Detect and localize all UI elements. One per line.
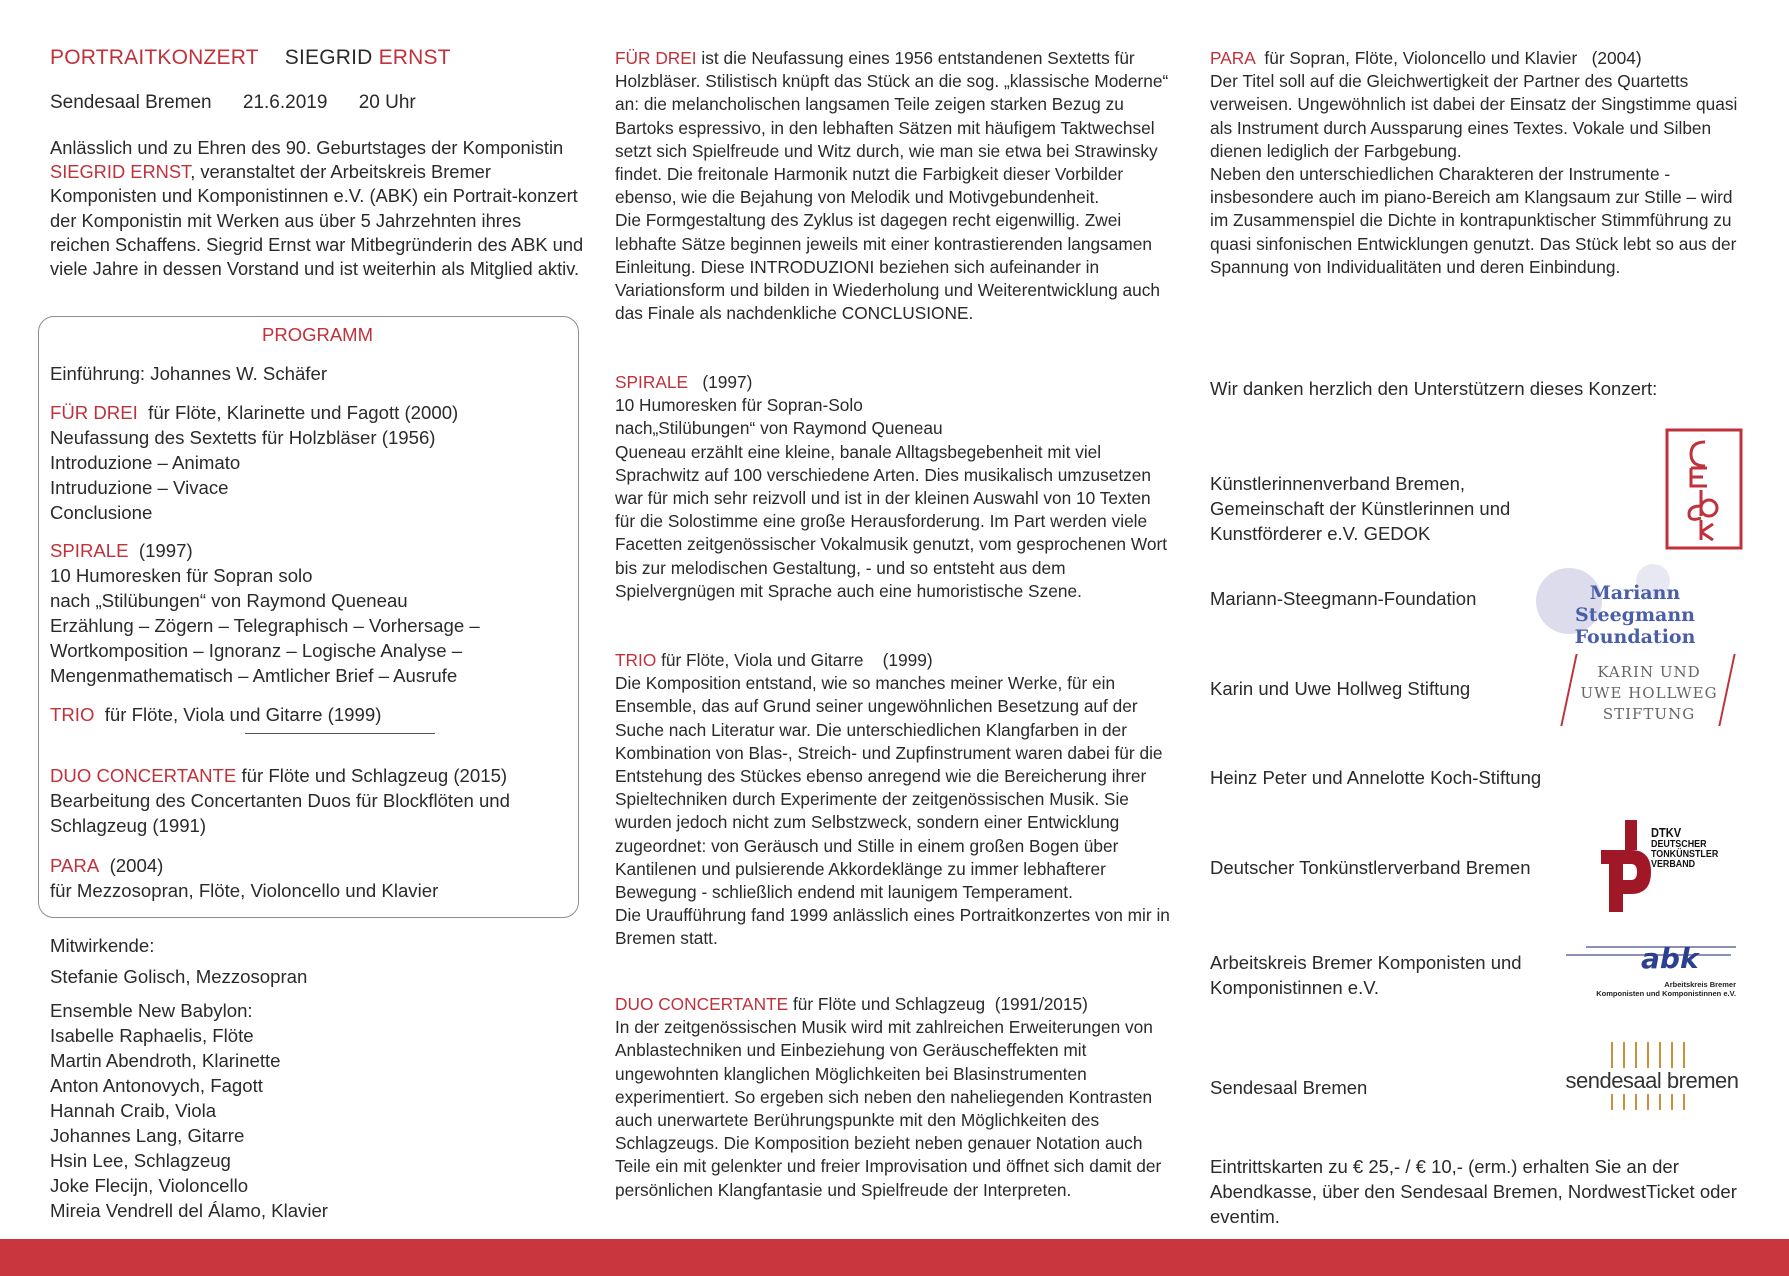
intro-composer-name: SIEGRID ERNST — [50, 161, 191, 183]
program-einfuehrung: Einführung: Johannes W. Schäfer — [50, 363, 328, 384]
ensemble-list — [50, 998, 328, 1223]
program-line: Introduzione – Animato — [50, 452, 241, 473]
hollweg-logo-line: KARIN UND — [1597, 663, 1701, 681]
ensemble-member: Martin Abendroth, Klarinette — [50, 1050, 281, 1071]
program-fuer-drei — [50, 400, 570, 525]
program-title: PROGRAMM — [262, 324, 373, 345]
program-line: Mengenmathematisch – Amtlicher Brief – Ausrufe — [50, 665, 458, 686]
abk-logo-mark: abk — [1641, 942, 1699, 975]
notes-text: Neben den unterschiedlichen Charakteren der Instrumente - insbesondere auch im piano-Bereich am Klangsaum zur Stille – wird im Zusammenspiel die Dichte in kontrapunktischer Stimmführung zu quasi sinfonischen Entwicklungen genutzt. Das Stück lebt so aus der Spannung von Individualitäten und deren Einbindung. — [1210, 164, 1737, 277]
intro-part2: , veranstaltet der Arbeitskreis Bremer Komponisten und Komponistinnen e.V. (ABK) ein Portrait-konzert der Komponistin mit Werken aus über 5 Jahrzehnten ihres reichen Schaffens. Siegrid Ernst war Mitbegründerin des ABK und viele Jahre in dessen Vorstand und ist weiterhin als Mitglied aktiv. — [50, 161, 584, 280]
program-line: Erzählung – Zögern – Telegraphisch – Vorhersage – — [50, 615, 480, 636]
dtkv-logo-line: TONKÜNSTLER — [1651, 848, 1719, 860]
program-trio — [50, 702, 570, 727]
program-line: nach „Stilübungen“ von Raymond Queneau — [50, 590, 408, 611]
sponsor-sendesaal: Sendesaal Bremen — [1210, 1077, 1368, 1098]
hollweg-logo-line: STIFTUNG — [1602, 705, 1696, 723]
sponsor-hollweg: Karin und Uwe Hollweg Stiftung — [1210, 678, 1471, 699]
venue-line — [50, 92, 442, 114]
portraitkonzert-label: PORTRAITKONZERT — [50, 46, 259, 69]
program-fuer-drei-title: FÜR DREI — [50, 402, 138, 423]
notes-spirale-title: SPIRALE — [615, 372, 688, 392]
ensemble-member: Isabelle Raphaelis, Flöte — [50, 1025, 254, 1046]
program-line: Schlagzeug (1991) — [50, 815, 207, 836]
dtkv-logo-text — [1651, 826, 1718, 869]
abk-logo-line: Arbeitskreis Bremer — [1664, 980, 1736, 989]
soloist: Stefanie Golisch, Mezzosopran — [50, 966, 308, 987]
program-trio-title: TRIO — [50, 704, 95, 725]
hollweg-logo — [1560, 652, 1740, 727]
sponsor-gedok: Künstlerinnenverband Bremen, Gemeinschaft der Künstlerinnen und Kunstförderer e.V. GEDOK — [1210, 473, 1511, 544]
program-duo — [50, 763, 570, 838]
composer-last-name: ERNST — [378, 46, 451, 69]
steegmann-logo-text — [1540, 582, 1730, 648]
program-trio-inst: für Flöte, Viola und Gitarre (1999) — [104, 704, 382, 725]
notes-para — [1210, 47, 1750, 279]
notes-text: Queneau erzählt eine kleine, banale Alltagsbegebenheit mit viel Sprachwitz auf 100 verschiedene Arten. Dies musikalisch umzusetzen war für mich sehr reizvoll und ist in der kleinen Auswahl von 10 Texten für die Solostimme eine große Herausforderung. Im Part werden viele Facetten zeitgenössischer Vokalmusik genutzt, vom gesprochenen Wort bis zur melodischen Gestaltung, - und so entsteht aus dem Spielvergnügen mit Sprache auch eine humoristische Szene. — [615, 441, 1168, 601]
program-line: Wortkomposition – Ignoranz – Logische Analyse – — [50, 640, 463, 661]
notes-trio-title: TRIO — [615, 650, 657, 670]
intro-text — [50, 136, 585, 281]
hollweg-logo-text — [1576, 662, 1722, 725]
program-duo-title: DUO CONCERTANTE — [50, 765, 237, 786]
gedok-logo — [1665, 428, 1743, 550]
notes-fuer-drei — [615, 47, 1175, 325]
notes-text: In der zeitgenössischen Musik wird mit zahlreichen Erweiterungen von Anblastechniken und Einbeziehung von Geräuscheffekten mit ungewohnten klanglichen Möglichkeiten bei Blasinstrumenten experimentiert. So ergeben sich neben den naheliegenden Kontrasten auch unerwartete Berührungspunkte mit den Möglichkeiten des Schlagzeugs. Die Komposition bezieht neben genauer Notation auch Teile ein mit gelenkter und freier Improvisation und öffnet sich damit der persönlichen Klangfantasie und Spielfreude der Interpreten. — [615, 1017, 1162, 1200]
program-line: Bearbeitung des Concertanten Duos für Blockflöten und — [50, 790, 510, 811]
notes-fuer-drei-title: FÜR DREI — [615, 48, 697, 68]
notes-para-inst: für Sopran, Flöte, Violoncello und Klavier (2004) — [1254, 48, 1642, 68]
dtkv-logo-line: DTKV — [1651, 825, 1682, 840]
sponsor-steegmann: Mariann-Steegmann-Foundation — [1210, 588, 1477, 609]
ticket-info: Eintrittskarten zu € 25,- / € 10,- (erm.) erhalten Sie an der Abendkasse, über den Sendesaal Bremen, NordwestTicket oder eventim. — [1210, 1156, 1737, 1227]
program-divider — [245, 733, 435, 734]
notes-text: Der Titel soll auf die Gleichwertigkeit der Partner des Quartetts verweisen. Ungewöhnlich ist dabei der Einsatz der Singstimme quasi als Instrument durch Aussparung eines Textes. Vokale und Silben dienen lediglich der Farbgebung. — [1210, 71, 1738, 161]
program-para-title: PARA — [50, 855, 100, 876]
notes-spirale-year: (1997) — [688, 372, 753, 392]
dtkv-emblem-icon — [1595, 816, 1655, 912]
abk-logo — [1546, 928, 1741, 1008]
notes-spirale — [615, 371, 1175, 603]
notes-trio — [615, 649, 1175, 951]
ensemble-name: Ensemble New Babylon: — [50, 1000, 253, 1021]
program-line: Conclusione — [50, 502, 153, 523]
ensemble-member: Mireia Vendrell del Álamo, Klavier — [50, 1200, 328, 1221]
dtkv-logo-line: DEUTSCHER — [1651, 838, 1707, 850]
hollweg-logo-line: UWE HOLLWEG — [1580, 684, 1718, 702]
sendesaal-logo-text: sendesaal bremen — [1565, 1068, 1739, 1093]
program-duo-inst: für Flöte und Schlagzeug (2015) — [241, 765, 508, 786]
abk-logo-text — [1546, 980, 1736, 998]
program-fuer-drei-inst: für Flöte, Klarinette und Fagott (2000) — [148, 402, 459, 423]
ensemble-member: Hannah Craib, Viola — [50, 1100, 217, 1121]
notes-duo-inst: für Flöte und Schlagzeug (1991/2015) — [788, 994, 1088, 1014]
notes-text: Die Komposition entstand, wie so manches meiner Werke, für ein Ensemble, das auf Grund seiner ungewöhnlichen Besetzung auf der Suche nach Literatur war. Die unterschiedlichen Klangfarben in der Kombination von Blas-, Streich- und Zupfinstrument waren dabei für die Entstehung des Stückes ebenso anregend wie die Bereicherung ihrer Spieltechniken durch Experimente der zeitgenössischen Musik. Sie wurden jedoch nicht zum Selbstzweck, sondern einer Entwicklung zugeordnet: von Geräusch und Stille in einem großen Bogen über Kantilenen und pulsierende Akkordeklänge zu immer lebhafterer Bewegung - schließlich endend mit launigem Temperament. — [615, 673, 1163, 903]
notes-text: nach„Stilübungen“ von Raymond Queneau — [615, 418, 943, 439]
steegmann-logo — [1528, 562, 1738, 648]
sendesaal-logo — [1562, 1040, 1742, 1112]
ensemble-member: Joke Flecijn, Violoncello — [50, 1175, 249, 1196]
program-line: 10 Humoresken für Sopran solo — [50, 565, 313, 586]
venue: Sendesaal Bremen — [50, 92, 212, 113]
notes-text: Die Uraufführung fand 1999 anlässlich eines Portraitkonzertes von mir in Bremen statt. — [615, 905, 1170, 949]
sponsors-thanks: Wir danken herzlich den Unterstützern dieses Konzert: — [1210, 378, 1658, 399]
performers-label: Mitwirkende: — [50, 935, 155, 956]
notes-para-title: PARA — [1210, 48, 1255, 68]
program-para-year: (2004) — [109, 855, 164, 876]
sponsor-abk: Arbeitskreis Bremer Komponisten und Komponistinnen e.V. — [1210, 952, 1522, 998]
program-line: Intruduzione – Vivace — [50, 477, 229, 498]
ensemble-member: Anton Antonovych, Fagott — [50, 1075, 263, 1096]
notes-duo-title: DUO CONCERTANTE — [615, 994, 789, 1014]
program-para — [50, 853, 570, 903]
program-spirale — [50, 538, 570, 688]
dtkv-logo — [1595, 816, 1735, 912]
program-spirale-title: SPIRALE — [50, 540, 129, 561]
steegmann-logo-line: Foundation — [1574, 626, 1696, 648]
program-line: Neufassung des Sextetts für Holzbläser (1956) — [50, 427, 436, 448]
notes-trio-inst: für Flöte, Viola und Gitarre (1999) — [656, 650, 933, 670]
program-para-inst: für Mezzosopran, Flöte, Violoncello und Klavier — [50, 880, 439, 901]
steegmann-logo-line: Mariann Steegmann — [1574, 582, 1695, 626]
intro-part1: Anlässlich und zu Ehren des 90. Geburtstages der Komponistin — [50, 137, 564, 158]
sponsor-dtkv: Deutscher Tonkünstlerverband Bremen — [1210, 857, 1531, 878]
program-spirale-year: (1997) — [138, 540, 193, 561]
notes-text: Die Formgestaltung des Zyklus ist dagegen recht eigenwillig. Zwei lebhafte Sätze beginnen jeweils mit einer kontrastierenden langsamen Einleitung. Diese INTRODUZIONI beziehen sich aufeinander in Variationsform und bilden in Wiederholung und Weiterentwicklung auch das Finale als nachdenkliche CONCLUSIONE. — [615, 210, 1160, 324]
abk-logo-line: Komponisten und Komponistinnen e.V. — [1596, 989, 1736, 998]
footer-bar — [0, 1239, 1789, 1276]
concert-header — [50, 46, 451, 70]
date: 21.6.2019 — [242, 92, 328, 113]
ensemble-member: Johannes Lang, Gitarre — [50, 1125, 245, 1146]
notes-duo — [615, 993, 1175, 1202]
composer-first-name: SIEGRID — [284, 46, 373, 69]
time: 20 Uhr — [358, 92, 416, 113]
sponsor-koch: Heinz Peter und Annelotte Koch-Stiftung — [1210, 767, 1542, 788]
notes-text: 10 Humoresken für Sopran-Solo — [615, 395, 863, 416]
ensemble-member: Hsin Lee, Schlagzeug — [50, 1150, 231, 1171]
dtkv-logo-line: VERBAND — [1651, 858, 1696, 870]
notes-text: ist die Neufassung eines 1956 entstandenen Sextetts für Holzbläser. Stilistisch knüpft das Stück an die sog. „klassische Moderne“ an: die melancholischen langsamen Teile zeigen starken Bezug zu Bartoks espressivo, in den lebhaften Sätzen mit häufigem Taktwechsel setzt sich Spielfreude und Witz durch, wie man sie etwa bei Strawinsky findet. Die freitonale Harmonik nutzt die Farbigkeit dieser Vorbilder ebenso, wie die Bejahung von Melodik und Motivgebundenheit. — [615, 48, 1169, 208]
